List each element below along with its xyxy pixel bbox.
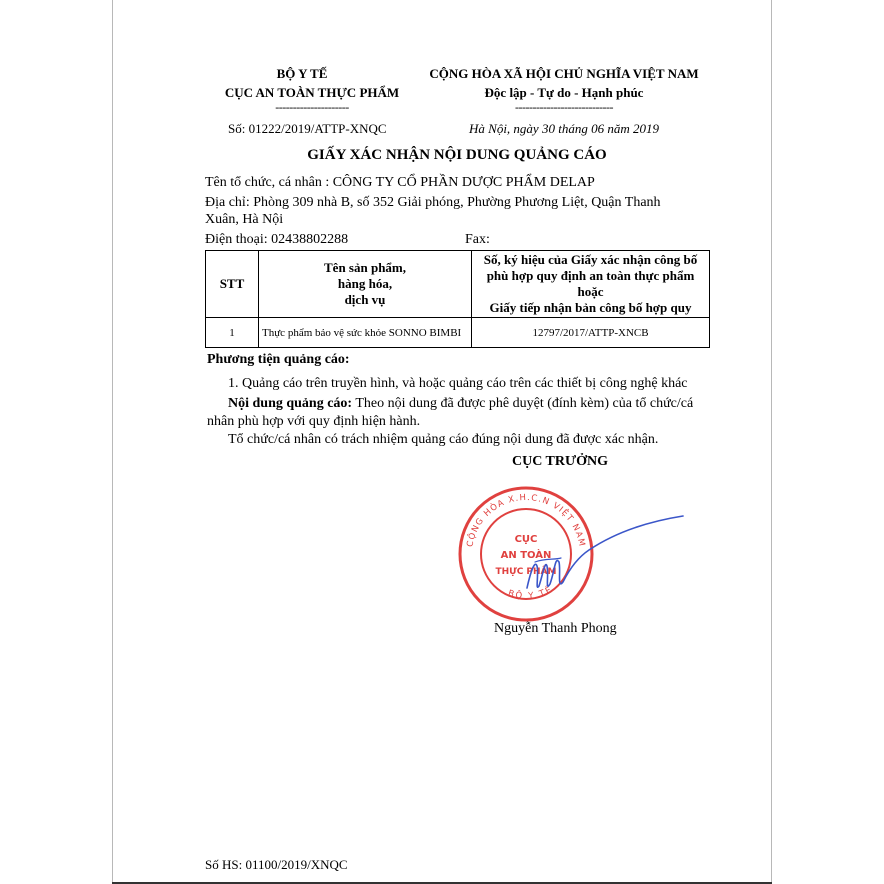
header-product-line2: hàng hóa, [337,276,393,291]
ministry-name: BỘ Y TẾ [276,66,328,81]
row-product: Thực phẩm bảo vệ sức khỏe SONNO BIMBI [259,318,472,348]
agency-rule: --------------------- [275,100,349,114]
responsibility-statement: Tổ chức/cá nhân có trách nhiệm quảng cáo đúng nội dung đã được xác nhận. [228,432,659,447]
signer-name: Nguyễn Thanh Phong [494,621,617,636]
row-stt: 1 [206,318,259,348]
organization-phone: Điện thoại: 02438802288 [205,232,349,247]
stamp-line3: THỰC PHẨM [495,567,557,577]
signature-stroke [527,516,683,588]
organization-name: Tên tổ chức, cá nhân : CÔNG TY CỔ PHẦN DƯỢC PHẨM DELAP [205,175,595,190]
stamp-line2: AN TOÀN [500,550,552,561]
header-certificate [472,251,710,318]
content-text-line1: Theo nội dung đã được phê duyệt (đính kèm) của tổ chức/cá [352,396,694,411]
organization-fax: Fax: [465,232,490,247]
content-text-line2: nhân phù hợp với quy định hiện hành. [207,414,421,429]
media-heading: Phương tiện quảng cáo: [207,352,350,367]
handwritten-signature [505,500,695,610]
table-header-row [206,251,710,318]
row-certificate-number: 12797/2017/ATTP-XNCB [472,318,710,348]
file-number: Số HS: 01100/2019/XNQC [205,857,348,872]
stamp-ring-text: CỘNG HÒA X.H.C.N VIỆT NAM [465,492,587,549]
national-motto: Độc lập - Tự do - Hạnh phúc [484,85,644,100]
header-product [259,251,472,318]
agency-name: CỤC AN TOÀN THỰC PHẨM [224,85,400,100]
signer-title: CỤC TRƯỞNG [511,454,609,469]
header-certificate-line2: phù hợp quy định an toàn thực phẩm hoặc [486,268,695,299]
table-row [206,318,710,348]
organization-address-line1: Địa chỉ: Phòng 309 nhà B, số 352 Giải phóng, Phường Phương Liệt, Quận Thanh [205,195,661,210]
media-item: 1. Quảng cáo trên truyền hình, và hoặc quảng cáo trên các thiết bị công nghệ khác [228,376,688,391]
organization-address-line2: Xuân, Hà Nội [205,212,284,227]
header-certificate-line1: Số, ký hiệu của Giấy xác nhận công bố [483,252,698,267]
header-certificate-line3: Giấy tiếp nhận bản công bố hợp quy [489,300,692,315]
stamp-line1: CỤC [514,534,538,545]
motto-rule: ---------------------------- [515,100,613,114]
place-date: Hà Nội, ngày 30 tháng 06 năm 2019 [469,121,659,136]
document-title: GIẤY XÁC NHẬN NỘI DUNG QUẢNG CÁO [307,147,607,163]
product-table [205,250,710,348]
content-label: Nội dung quảng cáo: [228,396,353,411]
header-product-line1: Tên sản phẩm, [324,260,406,275]
header-product-line3: dịch vụ [344,292,386,307]
content-line1 [228,396,693,412]
header-stt: STT [206,251,259,318]
stamp-ring-bottom-text: BỘ Y TẾ [506,584,556,602]
document-number: Số: 01222/2019/ATTP-XNQC [228,121,387,136]
country-name: CỘNG HÒA XÃ HỘI CHỦ NGHĨA VIỆT NAM [429,66,699,81]
